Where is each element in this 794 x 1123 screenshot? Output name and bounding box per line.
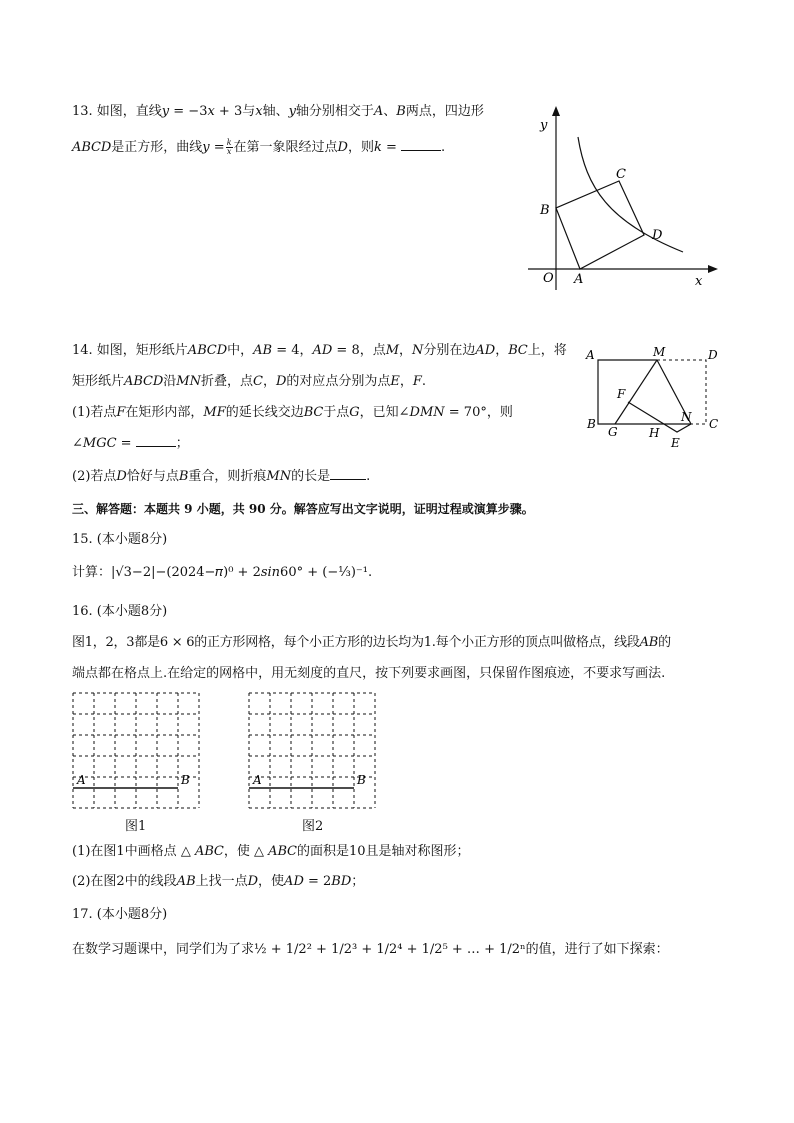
fig14-label-c: C	[709, 417, 719, 431]
q17-text-b: 的值，进行了如下探索：	[525, 942, 669, 957]
q13-line2-b: 在第一象限经过点𝐷，则𝑘 =	[233, 140, 397, 155]
q13-figure	[528, 102, 728, 292]
q16-text2: 端点都在格点上.在给定的网格中，用无刻度的直尺，按下列要求画图，只保留作图痕迹，不要求写画法.	[72, 666, 666, 681]
q13-answer-blank[interactable]	[401, 138, 441, 151]
q16-part1: (1)在图1中画格点 △ 𝐴𝐵𝐶，使 △ 𝐴𝐵𝐶的面积是10且是轴对称图形；	[72, 844, 470, 859]
fig14-label-e: E	[671, 436, 680, 450]
fig13-label-a: A	[574, 272, 584, 287]
grid1-lines	[73, 693, 199, 808]
grid1-caption: 图1	[125, 819, 147, 834]
q13-frac-num: 𝑘	[226, 138, 232, 147]
grid2-caption: 图2	[302, 819, 324, 834]
q17-text-a: 在数学习题课中，同学们为了求	[72, 942, 255, 957]
q14-answer1-blank[interactable]	[136, 434, 176, 447]
fig13-label-b: B	[540, 203, 550, 218]
q16-part2: (2)在图2中的线段𝐴𝐵上找一点𝐷，使𝐴𝐷 = 2𝐵𝐷；	[72, 874, 365, 889]
fig14-label-h: H	[649, 426, 660, 440]
grid1-label-a: A	[77, 773, 86, 787]
q14-line5	[72, 467, 370, 487]
x-axis-arrow	[708, 265, 718, 273]
fig14-label-m: M	[653, 345, 666, 359]
q14-answer2-blank[interactable]	[330, 467, 366, 480]
q14-line2: 矩形纸片𝐴𝐵𝐶𝐷沿𝑀𝑁折叠，点𝐶，𝐷的对应点分别为点𝐸，𝐹.	[72, 374, 427, 389]
grid1-label-b: B	[181, 773, 190, 787]
fig13-label-c: C	[616, 167, 626, 182]
q15-header: 15. (本小题8分)	[72, 532, 168, 547]
grid-figure-1	[72, 692, 202, 812]
grid2-lines	[249, 693, 375, 808]
q17-header: 17. (本小题8分)	[72, 907, 168, 922]
fig14-label-g: G	[608, 425, 618, 439]
q14-line4-b: ；	[175, 436, 189, 451]
section3-heading: 三、解答题：本题共 9 小题，共 90 分。解答应写出文字说明，证明过程或演算步骤。	[72, 502, 534, 516]
q13-line2-end: .	[441, 140, 446, 155]
grid2-label-b: B	[357, 773, 366, 787]
q13-line2-a: 𝐴𝐵𝐶𝐷是正方形，曲线𝑦 =	[72, 140, 225, 155]
fig14-label-b: B	[587, 417, 596, 431]
q17-text	[72, 940, 669, 960]
q14-line4	[72, 434, 189, 454]
fig14-label-f: F	[617, 387, 626, 401]
fig14-label-d: D	[708, 348, 718, 362]
grid-figure-2	[248, 692, 378, 812]
q13-line2	[72, 138, 445, 158]
q14-line5-a: (2)若点𝐷恰好与点𝐵重合，则折痕𝑀𝑁的长是	[72, 469, 331, 484]
q16-text1: 图1，2，3都是6 × 6的正方形网格，每个小正方形的边长均为1.每个小正方形的顶点叫做格点，线段𝐴𝐵的	[72, 635, 671, 650]
grid2-label-a: A	[253, 773, 262, 787]
rect-left-part	[598, 360, 691, 424]
fig13-label-x: x	[695, 274, 703, 289]
q14-line3: (1)若点𝐹在矩形内部，𝑀𝐹的延长线交边𝐵𝐶于点𝐺，已知∠𝐷𝑀𝑁 = 70°，则	[72, 405, 513, 420]
fig14-label-n: N	[681, 410, 692, 424]
fig14-label-a: A	[586, 348, 595, 362]
q13-frac-den: 𝑥	[226, 147, 232, 156]
q13-line1: 13. 如图，直线𝑦 = −3𝑥 + 3与𝑥轴、𝑦轴分别相交于𝐴、𝐵两点，四边形	[72, 104, 484, 119]
q16-header: 16. (本小题8分)	[72, 604, 168, 619]
q14-line4-a: ∠𝑀𝐺𝐶 =	[72, 436, 132, 451]
q14-line5-b: .	[366, 469, 371, 484]
fig13-label-o: O	[543, 271, 554, 286]
fig13-label-d: D	[652, 228, 663, 243]
q13-fraction	[226, 139, 233, 156]
q14-line1: 14. 如图，矩形纸片𝐴𝐵𝐶𝐷中，𝐴𝐵 = 4，𝐴𝐷 = 8，点𝑀，𝑁分别在边𝐴𝐷，𝐵𝐶上，将	[72, 343, 567, 358]
q14-figure	[582, 344, 732, 450]
hyperbola-curve	[578, 137, 683, 252]
q17-sum-expression: ½ + 1/2² + 1/2³ + 1/2⁴ + 1/2⁵ + … + 1/2ⁿ	[254, 942, 526, 957]
fig13-label-y: y	[540, 118, 548, 133]
q15-calc: 计算：|√3−2|−(2024−𝜋)⁰ + 2𝑠𝑖𝑛60° + (−⅓)⁻¹.	[72, 565, 373, 580]
y-axis-arrow	[552, 106, 560, 116]
